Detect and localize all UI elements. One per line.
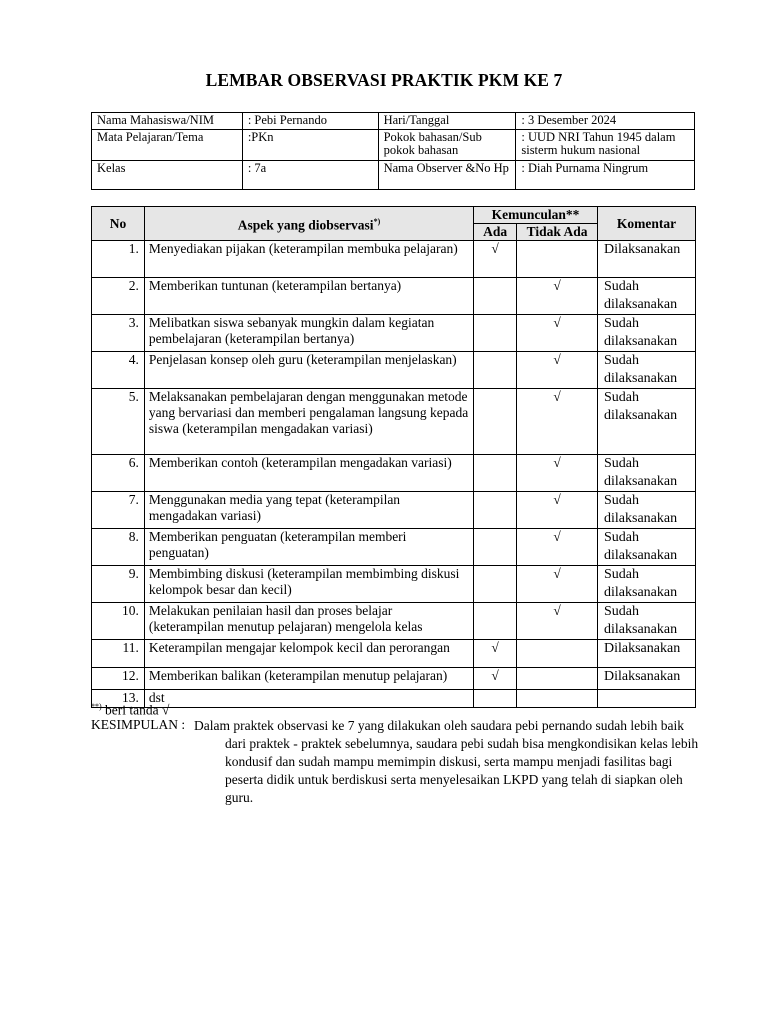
info-value: : Diah Purnama Ningrum <box>516 160 695 189</box>
row-number: 7. <box>92 492 145 529</box>
info-label: Nama Mahasiswa/NIM <box>92 113 243 130</box>
table-row <box>92 492 696 529</box>
observation-table <box>91 206 696 708</box>
header-komentar: Komentar <box>598 207 696 241</box>
info-row <box>92 113 695 130</box>
conclusion-rest: dari praktek - praktek sebelumnya, saudara pebi sudah bisa mengkondisikan kelas lebih kondusif dan sudah mampu memimpin diskusi, serta mampu menjadi fasilitas bagi peserta didik untuk berdiskusi serta menyelesaikan LKPD yang telah di siapkan oleh guru. <box>225 736 699 805</box>
row-tidak-ada-check: √ <box>517 529 598 566</box>
row-aspek: Melibatkan siswa sebanyak mungkin dalam kegiatan pembelajaran (keterampilan bertanya) <box>144 315 473 352</box>
row-ada-check <box>474 278 517 315</box>
table-row <box>92 352 696 389</box>
row-aspek: Memberikan penguatan (keterampilan memberi penguatan) <box>144 529 473 566</box>
row-komentar: Sudah dilaksanakan <box>598 278 696 315</box>
table-row <box>92 278 696 315</box>
row-tidak-ada-check: √ <box>517 278 598 315</box>
row-ada-check: √ <box>474 241 517 278</box>
row-ada-check <box>474 566 517 603</box>
row-number: 6. <box>92 455 145 492</box>
footnote-text: beri tanda √ <box>101 702 170 718</box>
info-row <box>92 129 695 160</box>
row-komentar: Sudah dilaksanakan <box>598 315 696 352</box>
row-number: 2. <box>92 278 145 315</box>
row-ada-check <box>474 492 517 529</box>
row-tidak-ada-check: √ <box>517 492 598 529</box>
row-tidak-ada-check <box>517 640 598 668</box>
row-komentar: Dilaksanakan <box>598 241 696 278</box>
table-row <box>92 690 696 708</box>
row-komentar: Sudah dilaksanakan <box>598 455 696 492</box>
row-tidak-ada-check: √ <box>517 389 598 455</box>
page-title: LEMBAR OBSERVASI PRAKTIK PKM KE 7 <box>205 70 563 90</box>
info-value: : UUD NRI Tahun 1945 dalam sisterm hukum nasional <box>516 129 695 160</box>
table-row <box>92 668 696 690</box>
info-label: Pokok bahasan/Sub pokok bahasan <box>378 129 516 160</box>
table-row <box>92 241 696 278</box>
row-tidak-ada-check: √ <box>517 566 598 603</box>
row-number: 12. <box>92 668 145 690</box>
row-aspek: Penjelasan konsep oleh guru (keterampilan menjelaskan) <box>144 352 473 389</box>
row-ada-check: √ <box>474 640 517 668</box>
info-value: :PKn <box>242 129 378 160</box>
row-ada-check <box>474 529 517 566</box>
row-tidak-ada-check: √ <box>517 352 598 389</box>
header-ada: Ada <box>474 224 517 241</box>
row-tidak-ada-check <box>517 690 598 708</box>
info-table <box>91 112 695 190</box>
row-aspek: Memberikan tuntunan (keterampilan bertanya) <box>144 278 473 315</box>
conclusion-label: KESIMPULAN : <box>91 717 186 732</box>
row-ada-check <box>474 352 517 389</box>
info-label: Kelas <box>92 160 243 189</box>
row-number: 3. <box>92 315 145 352</box>
info-value: : 7a <box>242 160 378 189</box>
table-row <box>92 529 696 566</box>
row-komentar: Sudah dilaksanakan <box>598 603 696 640</box>
row-ada-check <box>474 690 517 708</box>
info-value: : Pebi Pernando <box>242 113 378 130</box>
row-tidak-ada-check <box>517 668 598 690</box>
footnote-sup: **) <box>91 702 102 711</box>
info-row <box>92 160 695 189</box>
conclusion-first-line: Dalam praktek observasi ke 7 yang dilakukan oleh saudara pebi pernando sudah lebih baik <box>194 718 684 733</box>
table-row <box>92 640 696 668</box>
row-komentar: Sudah dilaksanakan <box>598 566 696 603</box>
row-tidak-ada-check <box>517 241 598 278</box>
row-aspek: Menyediakan pijakan (keterampilan membuka pelajaran) <box>144 241 473 278</box>
row-number: 11. <box>92 640 145 668</box>
table-row <box>92 389 696 455</box>
row-komentar <box>598 690 696 708</box>
row-aspek: Memberikan contoh (keterampilan mengadakan variasi) <box>144 455 473 492</box>
info-label: Mata Pelajaran/Tema <box>92 129 243 160</box>
row-ada-check <box>474 315 517 352</box>
row-aspek: dst <box>144 690 473 708</box>
row-number: 8. <box>92 529 145 566</box>
table-row <box>92 315 696 352</box>
row-komentar: Dilaksanakan <box>598 640 696 668</box>
info-label: Hari/Tanggal <box>378 113 516 130</box>
row-number: 10. <box>92 603 145 640</box>
row-number: 1. <box>92 241 145 278</box>
table-row <box>92 455 696 492</box>
row-komentar: Sudah dilaksanakan <box>598 389 696 455</box>
row-aspek: Membimbing diskusi (keterampilan membimbing diskusi kelompok besar dan kecil) <box>144 566 473 603</box>
table-row <box>92 566 696 603</box>
row-aspek: Memberikan balikan (keterampilan menutup pelajaran) <box>144 668 473 690</box>
conclusion-text <box>194 717 706 807</box>
row-aspek: Keterampilan mengajar kelompok kecil dan perorangan <box>144 640 473 668</box>
row-number: 4. <box>92 352 145 389</box>
info-label: Nama Observer &No Hp <box>378 160 516 189</box>
row-komentar: Sudah dilaksanakan <box>598 492 696 529</box>
header-tidak-ada: Tidak Ada <box>517 224 598 241</box>
row-ada-check <box>474 389 517 455</box>
row-aspek: Melakukan penilaian hasil dan proses belajar (keterampilan menutup pelajaran) mengelola kelas <box>144 603 473 640</box>
row-komentar: Sudah dilaksanakan <box>598 529 696 566</box>
row-aspek: Menggunakan media yang tepat (keterampilan mengadakan variasi) <box>144 492 473 529</box>
row-komentar: Sudah dilaksanakan <box>598 352 696 389</box>
info-value: : 3 Desember 2024 <box>516 113 695 130</box>
row-aspek: Melaksanakan pembelajaran dengan menggunakan metode yang bervariasi dan memberi pengalaman langsung kepada siswa (keterampilan mengadakan variasi) <box>144 389 473 455</box>
header-aspek-sup: *) <box>373 216 381 226</box>
row-tidak-ada-check: √ <box>517 315 598 352</box>
row-komentar: Dilaksanakan <box>598 668 696 690</box>
row-number: 5. <box>92 389 145 455</box>
header-kemunculan: Kemunculan** <box>474 207 598 224</box>
row-ada-check <box>474 455 517 492</box>
row-number: 9. <box>92 566 145 603</box>
row-tidak-ada-check: √ <box>517 603 598 640</box>
header-no: No <box>92 207 145 241</box>
row-ada-check: √ <box>474 668 517 690</box>
table-row <box>92 603 696 640</box>
row-ada-check <box>474 603 517 640</box>
row-tidak-ada-check: √ <box>517 455 598 492</box>
row-number: 13. <box>92 690 145 708</box>
header-aspek: Aspek yang diobservasi*) <box>144 207 473 241</box>
